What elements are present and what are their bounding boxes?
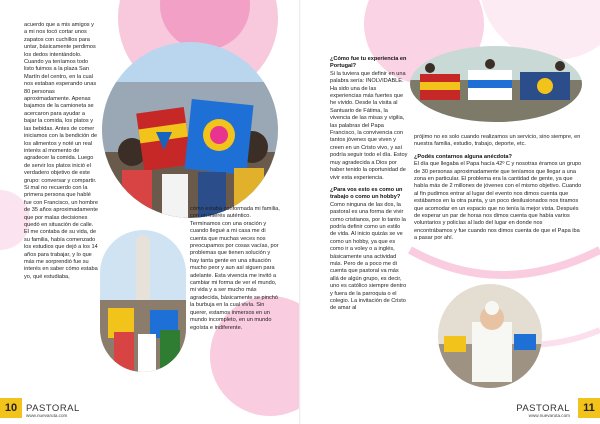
- photo-papal-statue: [100, 230, 186, 372]
- interview-column: [330, 56, 408, 392]
- interview-answer: prójimo no es solo cuando realizamos un servicio, sino siempre, en nuestra familia, estudio, trabajo, deporte, etc.: [414, 134, 581, 148]
- article-paragraph: cómo estaba conformada mi familia, con un interés auténtico. Terminamos con una oración y cuando llegué a mi casa me di cuenta que muchas veces nos preocupamos por cosas vacías, por problemas que tienen solución y hay tanta gente en una situación mucho peor y aun así siguen para adelante. Esta vivencia me invitó a cambiar mi forma de ver el mundo, mi vida y a ser mucho más agradecida, básicamente se pinchó la burbuja en la cual vivía. Sin querer, estamos inmersos en un mundo incompleto, en un mundo egoísta e indiferente.: [190, 206, 280, 331]
- article-paragraph: acuerdo que a mis amigos y a mi nos tocó cortar unos zapatos con cuchillos para untar, básicamente perdimos los dedos intentándolo. Cuando ya teníamos todo listo fuimos a la plaza San Martín del centro, en la cual nos estaban esperando unas 80 personas aproximadamente. Apenas bajamos de la camioneta se acercaron para ayudar a bajar la comida, los platos y las bebidas. Antes de comer iniciamos con la bendición de los alimentos y noté un real interés al momento de agradecer la comida. Luego de servir los platos inició el verdadero objetivo de este grupo: conversar y compartir. Si mal no recuerdo con la primera persona que hablé fue con Francisco, un hombre de 35 años aproximadamente que por malas decisiones quedó en situación de calle. El me contaba de su vida, de su familia, había comenzado los estudios que dejó a los 14 años para trabajar, y lo que más me sorprendió fue su interés en saber cómo estaba yo, qué estudiaba,: [24, 22, 99, 280]
- footer-url: www.nuevaruta.com: [528, 413, 570, 418]
- interview-wide-column: [414, 134, 582, 264]
- page-number: 11: [578, 398, 600, 418]
- interview-answer: Si la tuviera que definir en una palabra sería: INOLVIDABLE. Ha sido una de las experiencias más fuertes que he vivido. Desde la visita al Santuario de Fátima, la vivencia de las misas y vigilia, las palabras del Papa Francisco, la convivencia con tantos jóvenes que viven y creen en un Cristo vivo, y así podría seguir todo el día. Estoy muy agradecida a Dios por haber tenido la oportunidad de vivir esta experiencia.: [330, 70, 408, 181]
- interview-question: ¿Podés contarnos alguna anécdota?: [414, 153, 512, 160]
- photo-flags-crowd: [102, 42, 278, 218]
- interview-answer: Como ninguna de las dos, la pastoral es una forma de vivir como cristianos, por lo tanto la podría definir como un estilo de vida. Al inicio quizás se ve como un hobby, ya que es como ir a voley o a inglés, básicamente una actividad más. Pero de a poco me di cuenta que pastoral va más allá de algún grupo, es decir, uno es católico siempre dentro y fuera de la parroquia o el colegio. La invitación de Cristo de amar al: [330, 201, 407, 312]
- footer-brand: PASTORAL: [26, 403, 80, 414]
- footer-brand: PASTORAL: [516, 403, 570, 414]
- photo-group-banners: [410, 46, 582, 122]
- footer-url: www.nuevaruta.com: [26, 413, 68, 418]
- right-page: [300, 0, 600, 424]
- interview-question: ¿Cómo fue tu experiencia en Portugal?: [330, 56, 407, 70]
- interview-question: ¿Para vos esto es como un trabajo o como un hobby?: [330, 186, 403, 201]
- article-column-2: [190, 206, 280, 396]
- page-number: 10: [0, 398, 22, 418]
- article-column-1: [24, 22, 98, 394]
- interview-answer: El día que llegaba el Papa hacía 42º C y nosotras éramos un grupo de 30 personas aproximadamente que teníamos que llegar a una zona en particular. El problema era la cantidad de gente, ya que había más de 2 millones de jóvenes con el mismo objetivo. Cuando al fin pudimos entrar al lugar del evento nos dimos cuenta que estábamos en la otra punta, y un poco desilusionados nos tiramos que acomodar en un espacio que no tenía la mejor vista. Después de esperar un par de horas nos dimos cuenta que había varios voluntarios y policías al lado del lugar en donde nos encontrábamos y fue cuando nos dimos cuenta de que el Papa iba a pasar por ahí.: [414, 161, 582, 242]
- photo-pope: [438, 284, 542, 388]
